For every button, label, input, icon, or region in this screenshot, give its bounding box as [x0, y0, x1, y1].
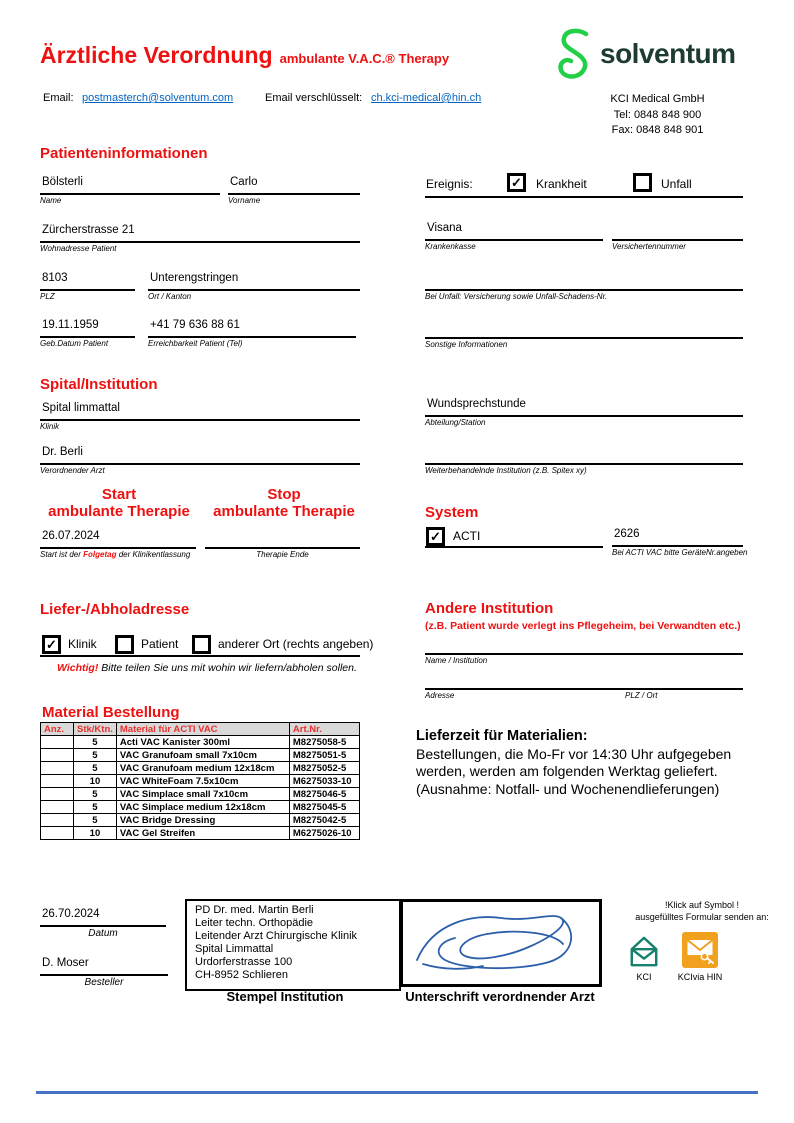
abteilung-input[interactable]: Wundsprechstunde: [425, 398, 743, 417]
acti-checkbox[interactable]: ✓: [426, 527, 445, 546]
material-cell: M6275026-10: [289, 827, 359, 840]
start-therapie-heading: [40, 487, 198, 521]
wohnadresse-label: Wohnadresse Patient: [40, 244, 117, 253]
versichertennummer-input[interactable]: [612, 222, 743, 241]
stamp-line: CH-8952 Schlieren: [195, 968, 288, 981]
acti-underline: [425, 546, 603, 548]
gebdatum-label: Geb.Datum Patient: [40, 339, 109, 348]
material-row: [41, 814, 360, 827]
lieferzeit-block: [416, 728, 781, 798]
material-anz-cell[interactable]: [41, 775, 74, 788]
material-anz-cell[interactable]: [41, 788, 74, 801]
material-header-row: [41, 723, 360, 736]
start-line2: ambulante Therapie: [48, 502, 190, 520]
stamp-line: Leiter techn. Orthopädie: [195, 916, 314, 929]
vorname-label: Vorname: [228, 196, 261, 205]
start-datum-input[interactable]: 26.07.2024: [40, 530, 196, 549]
material-cell: VAC Gel Streifen: [116, 827, 289, 840]
footer-rule: [36, 1091, 758, 1094]
field-stop-datum: [205, 530, 360, 559]
material-cell: 5: [74, 749, 117, 762]
versichertennummer-label: Versichertennummer: [612, 242, 686, 251]
stamp-box[interactable]: [185, 899, 401, 991]
field-geraetenr: [612, 528, 748, 557]
material-cell: VAC Simplace small 7x10cm: [116, 788, 289, 801]
field-sonstige: [425, 320, 743, 349]
wichtig-rest: Bitte teilen Sie uns mit wohin wir liefern/abholen sollen.: [98, 662, 357, 674]
field-plz: [40, 272, 135, 301]
send-line1: !Klick auf Symbol !: [664, 900, 740, 910]
besteller-input[interactable]: D. Moser: [40, 957, 168, 976]
material-row: [41, 749, 360, 762]
unfall-schadennr-input[interactable]: [425, 272, 743, 291]
material-cell: M8275045-5: [289, 801, 359, 814]
unfall-label: Unfall: [661, 177, 692, 191]
email-encrypted-link[interactable]: ch.kci-medical@hin.ch: [371, 92, 482, 104]
kci-envelope-icon: [628, 934, 660, 970]
start-line1: Start: [101, 486, 137, 503]
material-cell: M8275052-5: [289, 762, 359, 775]
liefer-klinik-label: Klinik: [68, 637, 97, 651]
signature-image: [403, 902, 595, 980]
field-verordnender-arzt: [40, 446, 360, 475]
material-col-header: Material für ACTI VAC: [116, 723, 289, 736]
material-row: [41, 788, 360, 801]
andere-adresse-label-row: [425, 690, 743, 700]
stop-datum-input[interactable]: [205, 530, 360, 549]
unfall-schadennr-label: Bei Unfall: Versicherung sowie Unfall-Schadens-Nr.: [425, 292, 608, 301]
stamp-line: Urdorferstrasse 100: [195, 955, 293, 968]
field-klinik: [40, 402, 360, 431]
liefer-klinik-checkbox[interactable]: ✓: [42, 635, 61, 654]
material-cell: VAC Bridge Dressing: [116, 814, 289, 827]
liefer-patient-label: Patient: [141, 637, 179, 651]
unfall-checkbox[interactable]: [633, 173, 652, 192]
material-cell: Acti VAC Kanister 300ml: [116, 736, 289, 749]
krankenkasse-label: Krankenkasse: [425, 242, 476, 251]
wichtig-note: [57, 662, 357, 674]
material-cell: 5: [74, 801, 117, 814]
field-krankenkasse: [425, 222, 603, 251]
sonstige-label: Sonstige Informationen: [425, 340, 508, 349]
name-label: Name: [40, 196, 62, 205]
start-label-pre: Start ist der: [40, 550, 84, 559]
gebdatum-input[interactable]: 19.11.1959: [40, 319, 135, 338]
ereignis-label: Ereignis:: [426, 177, 473, 191]
field-andere-name: [425, 636, 743, 665]
erreichbarkeit-input[interactable]: +41 79 636 88 61: [148, 319, 356, 338]
stamp-line: PD Dr. med. Martin Berli: [195, 904, 314, 916]
geraetenr-input[interactable]: 2626: [612, 528, 743, 547]
ort-label: Ort / Kanton: [148, 292, 192, 301]
weiterbehandelnde-label: Weiterbehandelnde Institution (z.B. Spitex xy): [425, 466, 587, 475]
besteller-label: Besteller: [84, 977, 124, 988]
krankheit-label: Krankheit: [536, 177, 587, 191]
andere-subheading: (z.B. Patient wurde verlegt ins Pflegeheim, bei Verwandten etc.): [425, 620, 741, 632]
material-cell: M8275042-5: [289, 814, 359, 827]
stop-therapie-heading: [205, 487, 363, 521]
field-besteller: [40, 957, 168, 988]
ereignis-underline: [425, 196, 743, 198]
material-anz-cell[interactable]: [41, 814, 74, 827]
field-name: [40, 176, 220, 205]
section-system-heading: System: [425, 504, 479, 521]
ort-input[interactable]: Unterengstringen: [148, 272, 360, 291]
wohnadresse-input[interactable]: Zürcherstrasse 21: [40, 224, 360, 243]
send-instructions: [616, 899, 788, 923]
section-patient-heading: Patienteninformationen: [40, 145, 208, 162]
field-vorname: [228, 176, 360, 205]
stamp-line: Leitender Arzt Chirurgische Klinik: [195, 929, 358, 942]
hin-envelope-icon: [682, 932, 718, 968]
liefer-underline: [40, 655, 360, 657]
material-cell: 10: [74, 827, 117, 840]
klinik-label: Klinik: [40, 422, 60, 431]
material-cell: 5: [74, 762, 117, 775]
solventum-s-icon: [556, 28, 592, 80]
material-cell: M8275058-5: [289, 736, 359, 749]
section-spital-heading: Spital/Institution: [40, 376, 158, 393]
stop-line1: Stop: [267, 486, 301, 503]
material-cell: 5: [74, 814, 117, 827]
liefer-anderer-ort-label: anderer Ort (rechts angeben): [218, 637, 374, 651]
field-wohnadresse: [40, 224, 360, 253]
company-tel: Tel: 0848 848 900: [613, 108, 702, 121]
material-cell: 5: [74, 736, 117, 749]
material-col-header: Art.Nr.: [289, 723, 359, 736]
material-anz-cell[interactable]: [41, 736, 74, 749]
material-anz-cell[interactable]: [41, 749, 74, 762]
lieferzeit-line1: Bestellungen, die Mo-Fr vor 14:30 Uhr aufgegeben: [416, 745, 732, 762]
weiterbehandelnde-input[interactable]: [425, 446, 743, 465]
field-start-datum: [40, 530, 196, 559]
andere-plzort-label: PLZ / Ort: [625, 691, 658, 700]
material-cell: VAC WhiteFoam 7.5x10cm: [116, 775, 289, 788]
hin-icon-label: KCIvia HIN: [677, 972, 723, 982]
field-andere-adresse: [425, 671, 743, 700]
material-anz-cell[interactable]: [41, 827, 74, 840]
lieferzeit-line3: (Ausnahme: Notfall- und Wochenendlieferungen): [416, 780, 720, 797]
section-material-heading: Material Bestellung: [42, 704, 180, 721]
datum-input[interactable]: 26.70.2024: [40, 908, 166, 927]
title-subtitle: ambulante V.A.C.® Therapy: [279, 51, 450, 66]
material-anz-cell[interactable]: [41, 762, 74, 775]
company-name: KCI Medical GmbH: [610, 93, 705, 105]
stamp-line: Spital Limmattal: [195, 942, 274, 955]
hin-send-button[interactable]: [682, 932, 718, 973]
email-link[interactable]: postmasterch@solventum.com: [82, 92, 234, 104]
name-input[interactable]: Bölsterli: [40, 176, 220, 195]
stop-datum-label: Therapie Ende: [256, 550, 309, 559]
material-cell: VAC Granufoam medium 12x18cm: [116, 762, 289, 775]
liefer-anderer-ort-checkbox[interactable]: [192, 635, 211, 654]
stop-line2: ambulante Therapie: [213, 502, 355, 520]
page-title: [40, 42, 449, 69]
krankenkasse-input[interactable]: Visana: [425, 222, 603, 241]
material-col-header: Stk/Ktn.: [74, 723, 117, 736]
signature-box: [400, 899, 602, 987]
title-text: Ärztliche Verordnung: [40, 42, 273, 68]
klinik-input[interactable]: Spital limmattal: [40, 402, 360, 421]
kci-send-button[interactable]: [628, 934, 660, 975]
section-andere-heading: Andere Institution: [425, 600, 554, 617]
geraetenr-label: Bei ACTI VAC bitte GeräteNr.angeben: [612, 548, 748, 557]
field-gebdatum: [40, 319, 135, 348]
plz-label: PLZ: [40, 292, 55, 301]
krankheit-checkbox[interactable]: ✓: [507, 173, 526, 192]
start-datum-label: [40, 549, 196, 559]
company-info: [565, 92, 750, 139]
material-row: [41, 775, 360, 788]
field-erreichbarkeit: [148, 319, 356, 348]
sonstige-input[interactable]: [425, 320, 743, 339]
material-row: [41, 736, 360, 749]
company-fax: Fax: 0848 848 901: [611, 124, 704, 137]
datum-label: Datum: [88, 928, 118, 939]
start-label-folgetag: Folgetag: [83, 550, 117, 559]
andere-name-label: Name / Institution: [425, 656, 488, 665]
stamp-caption: Stempel Institution: [226, 989, 344, 1004]
kci-icon-label: KCI: [636, 972, 652, 982]
field-weiterbehandelnde: [425, 446, 743, 475]
wichtig-word: Wichtig!: [57, 662, 99, 674]
material-cell: VAC Simplace medium 12x18cm: [116, 801, 289, 814]
signature-caption: Unterschrift verordnender Arzt: [405, 989, 595, 1004]
material-row: [41, 827, 360, 840]
andere-adresse-label: Adresse: [425, 691, 455, 700]
material-row: [41, 801, 360, 814]
acti-label: ACTI: [453, 529, 481, 543]
verordnender-arzt-input[interactable]: Dr. Berli: [40, 446, 360, 465]
solventum-wordmark: solventum: [600, 38, 736, 69]
material-cell: M6275033-10: [289, 775, 359, 788]
start-label-post: der Klinikentlassung: [116, 550, 191, 559]
send-line2: ausgefülltes Formular senden an:: [635, 912, 769, 923]
abteilung-label: Abteilung/Station: [425, 418, 486, 427]
material-cell: M8275046-5: [289, 788, 359, 801]
material-table: [40, 722, 360, 840]
field-unfall-schadennr: [425, 272, 743, 301]
material-row: [41, 762, 360, 775]
verordnender-arzt-label: Verordnender Arzt: [40, 466, 105, 475]
lieferzeit-heading: Lieferzeit für Materialien:: [416, 728, 588, 744]
lieferzeit-line2: werden, werden am folgenden Werktag geliefert.: [416, 763, 718, 780]
liefer-patient-checkbox[interactable]: [115, 635, 134, 654]
material-cell: 10: [74, 775, 117, 788]
solventum-logo: [556, 28, 736, 80]
material-cell: M8275051-5: [289, 749, 359, 762]
field-abteilung: [425, 398, 743, 427]
andere-adresse-input[interactable]: [425, 671, 743, 690]
field-versichertennummer: [612, 222, 743, 251]
section-liefer-heading: Liefer-/Abholadresse: [40, 601, 190, 618]
email-encrypted-label: Email verschlüsselt:: [265, 92, 363, 104]
email-label: Email:: [43, 92, 74, 104]
material-cell: 5: [74, 788, 117, 801]
material-anz-cell[interactable]: [41, 801, 74, 814]
field-ort: [148, 272, 360, 301]
material-cell: VAC Granufoam small 7x10cm: [116, 749, 289, 762]
field-datum: [40, 908, 166, 939]
erreichbarkeit-label: Erreichbarkeit Patient (Tel): [148, 339, 243, 348]
plz-input[interactable]: 8103: [40, 272, 135, 291]
andere-name-input[interactable]: [425, 636, 743, 655]
material-col-header: Anz.: [41, 723, 74, 736]
vorname-input[interactable]: Carlo: [228, 176, 360, 195]
